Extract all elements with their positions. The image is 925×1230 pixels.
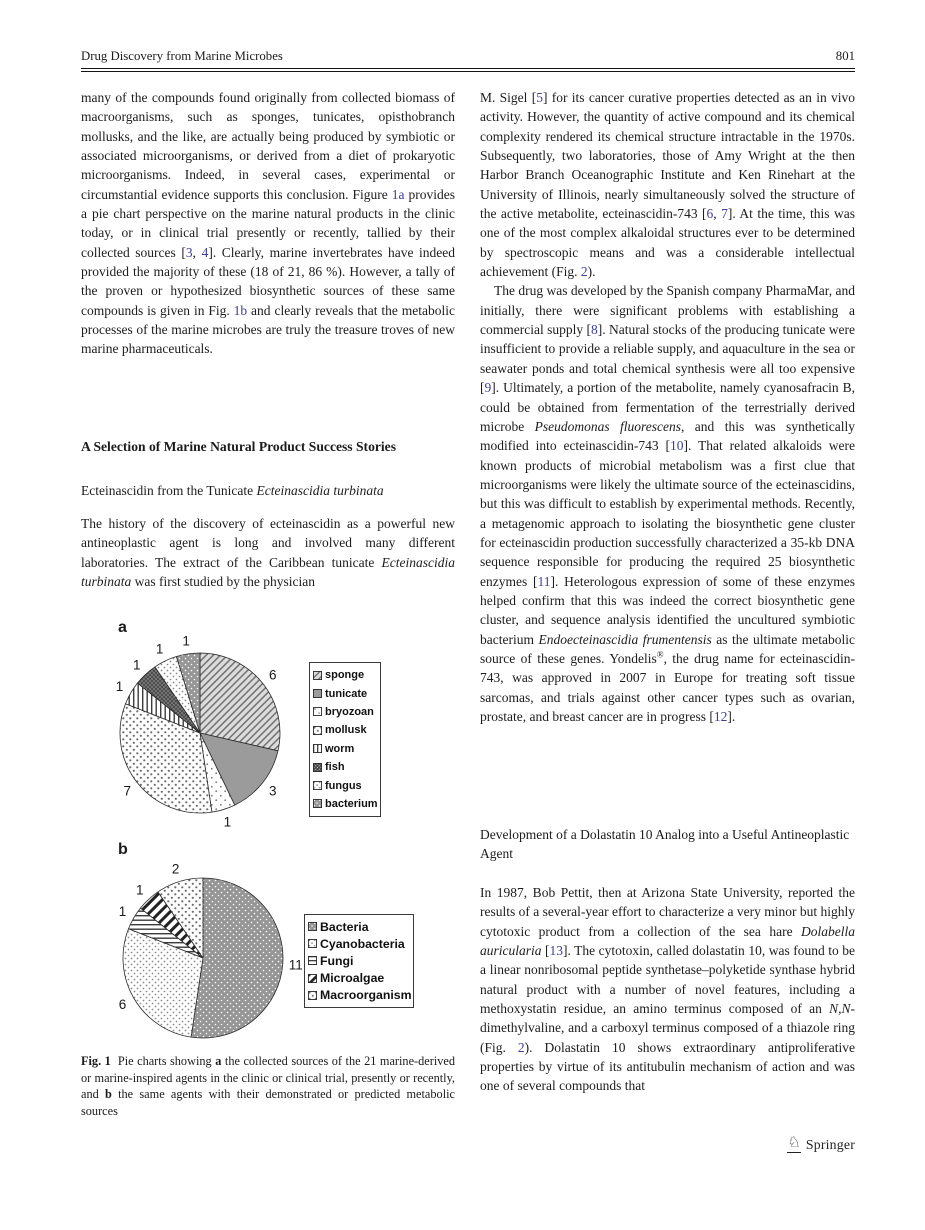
citation-link[interactable]: 2 <box>580 264 588 280</box>
legend-swatch-bryozoan <box>313 707 322 716</box>
legend-swatch-fish <box>313 763 322 772</box>
page-number: 801 <box>835 49 855 63</box>
body-paragraph: The history of the discovery of ecteinascidin as a powerful new antineoplastic agent is long and involved many different laboratories. The extract of the Caribbean tunicate Ecteinascidia turbinata was first studied by the physician <box>81 516 455 590</box>
pie-value-label-worm: 1 <box>115 679 124 694</box>
pie-value-label-mollusk: 7 <box>123 783 132 799</box>
header-rule <box>81 68 855 72</box>
legend-label: Fungi <box>320 953 354 968</box>
legend-swatch-fungus <box>313 781 322 790</box>
pie-value-label-bryozoan: 1 <box>223 814 232 830</box>
citation-link[interactable]: 4 <box>201 244 209 260</box>
pie-value-label-tunicate: 3 <box>268 783 277 799</box>
citation-link[interactable]: 12 <box>713 709 728 724</box>
running-header <box>81 49 855 64</box>
legend-label: bryozoan <box>325 705 374 718</box>
legend-collected-sources <box>309 662 381 817</box>
legend-label: sponge <box>325 669 365 682</box>
legend-swatch-cyanobacteria <box>308 939 317 948</box>
legend-label: fish <box>325 761 345 774</box>
legend-item-fungi <box>308 952 410 969</box>
legend-swatch-fungi <box>308 956 317 965</box>
legend-swatch-sponge <box>313 671 322 680</box>
legend-item-fish <box>313 758 377 776</box>
legend-swatch-bacterium <box>313 799 322 808</box>
body-paragraph: The drug was developed by the Spanish company PharmaMar, and initially, there were significant problems with establishing a commercial supply [8]. Natural stocks of the producing tunicate were insufficient to provide a reliable supply, and aquaculture in the sea or seawater ponds and total chemical synthesis were all too expensive [9]. Ultimately, a portion of the metabolite, namely cyanosafracin B, could be obtained from fermentation of the terrestrially derived microbe Pseudomonas fluorescens, and this was synthetically modified into ecteinascidin-743 [10]. That related alkaloids were known products of microbial metabolism was a first clue that microorganisms were likely the ultimate source of the ecteinascidins, but this was difficult to establish by experimental methods. Recently, a metagenomic approach to isolating the biosynthetic gene cluster for ecteinascidin production successfully characterized a 35-kb DNA sequence responsible for producing the required 25 biosynthetic enzymes [11]. Heterologous expression of some of these enzymes helped confirm that this was indeed the correct biosynthetic gene cluster, and sequence analysis identified the uncultured symbiotic bacterium Endoecteinascidia frumentensis as the ultimate metabolic source of these genes. Yondelis®, the drug name for ecteinascidin-743, was approved in 2007 in Europe for treating soft tissue sarcomas, and trials against other cancer types such as ovarian, prostate, and breast cancer are in progress [12]. <box>480 283 855 724</box>
body-paragraph: many of the compounds found originally from collected biomass of macroorganisms, such as sponges, tunicates, opisthobranch mollusks, and the like, are actually being produced by symbiotic or associated microorganisms, or derived from a diet of prokaryotic microorganisms. Indeed, in several cases, experimental or circumstantial evidence supports this conclusion. Figure 1a provides a pie chart perspective on the marine natural products in the clinic today, or in clinical trial presently or recently, tallied by their collected sources [3, 4]. Clearly, marine invertebrates have indeed provided the majority of these (18 of 21, 86 %). However, a tally of the proven or hypothesized biosynthetic sources of these same compounds is given in Fig. 1b and clearly reveals that the metabolic processes of the marine microbes are truly the treasure troves of new marine pharmaceuticals. <box>81 90 456 357</box>
legend-swatch-mollusk <box>313 726 322 735</box>
legend-item-mollusk <box>313 721 377 739</box>
legend-item-sponge <box>313 666 377 684</box>
pie-chart-collected-sources <box>97 633 303 832</box>
legend-swatch-macroorganism <box>308 991 317 1000</box>
citation-link[interactable]: 8 <box>591 322 598 338</box>
legend-swatch-bacteria <box>308 922 317 931</box>
citation-link[interactable]: 1a <box>391 186 405 202</box>
legend-label: bacterium <box>325 797 378 810</box>
legend-label: Bacteria <box>320 919 369 934</box>
citation-link[interactable]: 5 <box>536 90 543 105</box>
pie-slice-bacteria <box>191 878 283 1038</box>
legend-label: Cyanobacteria <box>320 936 405 951</box>
legend-item-bacteria <box>308 918 410 935</box>
legend-swatch-tunicate <box>313 689 322 698</box>
legend-swatch-worm <box>313 744 322 753</box>
legend-label: fungus <box>325 779 362 792</box>
legend-label: tunicate <box>325 687 368 700</box>
pie-value-label-sponge: 6 <box>268 667 277 683</box>
figure-panel-a-label: a <box>118 619 127 636</box>
legend-label: Microalgae <box>320 971 385 986</box>
citation-link[interactable]: 1b <box>233 302 248 318</box>
citation-link[interactable]: 9 <box>484 380 492 396</box>
citation-link[interactable]: 3 <box>185 244 193 260</box>
legend-metabolic-sources <box>304 914 414 1008</box>
citation-link[interactable]: 13 <box>549 943 564 959</box>
body-paragraph: In 1987, Bob Pettit, then at Arizona State University, reported the results of a several-year effort to characterize a very minor but highly cytotoxic product from a collection of the sea hare Dolabella auricularia [13]. The cytotoxin, called dolastatin 10, was found to be a linear nonribosomal peptide synthetase–polyketide synthase hybrid natural product with a number of novel features, including a methoxystatin residue, an amino terminus composed of an N,N-dimethylvaline, and a carboxyl terminus composed of a thiazole ring (Fig. 2). Dolastatin 10 shows extraordinary antiproliferative properties by virtue of its antitubulin mechanism of action and was one of several compounds that <box>480 885 855 1094</box>
legend-label: mollusk <box>325 724 367 737</box>
figure-panel-b-label: b <box>118 841 128 858</box>
running-title: Drug Discovery from Marine Microbes <box>81 49 283 63</box>
subsection-heading: Ecteinascidin from the Tunicate Ecteinascidia turbinata <box>81 483 384 498</box>
citation-link[interactable]: 11 <box>537 573 551 589</box>
pie-value-label-fungi: 1 <box>118 904 127 919</box>
body-paragraph: M. Sigel [5] for its cancer curative properties detected as an in vivo activity. However, the quantity of active compound and its chemical complexity rendered its chemical structure intractable in the 1970s. Subsequently, two laboratories, those of Amy Wright at the then Harbor Branch Oceanographic Institute and Ken Rinehart at the University of Illinois, nearly simultaneously solved the structure of the active metabolite, ecteinascidin-743 [6, 7]. At the time, this was one of the most complex alkaloidal structures ever to be determined by spectroscopic means and was a considerable intellectual achievement (Fig. 2). <box>480 90 855 280</box>
section-heading: A Selection of Marine Natural Product Success Stories <box>81 439 397 454</box>
right-column <box>480 88 855 726</box>
legend-swatch-microalgae <box>308 974 317 983</box>
publisher-name: Springer <box>805 1136 855 1152</box>
figure-caption: Fig. 1 Pie charts showing a the collected sources of the 21 marine-derived or marine-inspired agents in the clinic or clinical trial, presently or recently, and b the same agents with their demonstrated or predicted metabolic sources <box>81 1054 456 1118</box>
citation-link[interactable]: 7 <box>721 206 728 222</box>
citation-link[interactable]: 6 <box>706 206 714 222</box>
legend-item-bryozoan <box>313 703 377 721</box>
pie-value-label-macroorganism: 2 <box>171 861 180 877</box>
legend-item-fungus <box>313 776 377 794</box>
pie-value-label-fungus: 1 <box>155 641 164 657</box>
pie-value-label-bacterium: 1 <box>182 633 190 649</box>
pie-chart-metabolic-sources <box>100 861 306 1057</box>
legend-item-macroorganism <box>308 987 410 1004</box>
legend-item-bacterium <box>313 795 377 813</box>
pie-value-label-fish: 1 <box>132 657 141 673</box>
legend-item-tunicate <box>313 684 377 702</box>
legend-label: Macroorganism <box>320 988 412 1003</box>
legend-label: worm <box>325 742 355 755</box>
springer-horse-icon: ♘ <box>787 1135 801 1151</box>
publisher-footer <box>720 1136 855 1153</box>
legend-item-worm <box>313 740 377 758</box>
legend-item-cyanobacteria <box>308 935 410 952</box>
subsection-heading: Development of a Dolastatin 10 Analog into a Useful Antineoplastic Agent <box>480 827 850 862</box>
pie-value-label-microalgae: 1 <box>135 882 144 898</box>
citation-link[interactable]: 2 <box>517 1039 525 1055</box>
pie-value-label-cyanobacteria: 6 <box>118 997 127 1012</box>
pie-value-label-bacteria: 11 <box>288 957 303 973</box>
legend-item-microalgae <box>308 970 410 987</box>
citation-link[interactable]: 10 <box>670 438 684 454</box>
